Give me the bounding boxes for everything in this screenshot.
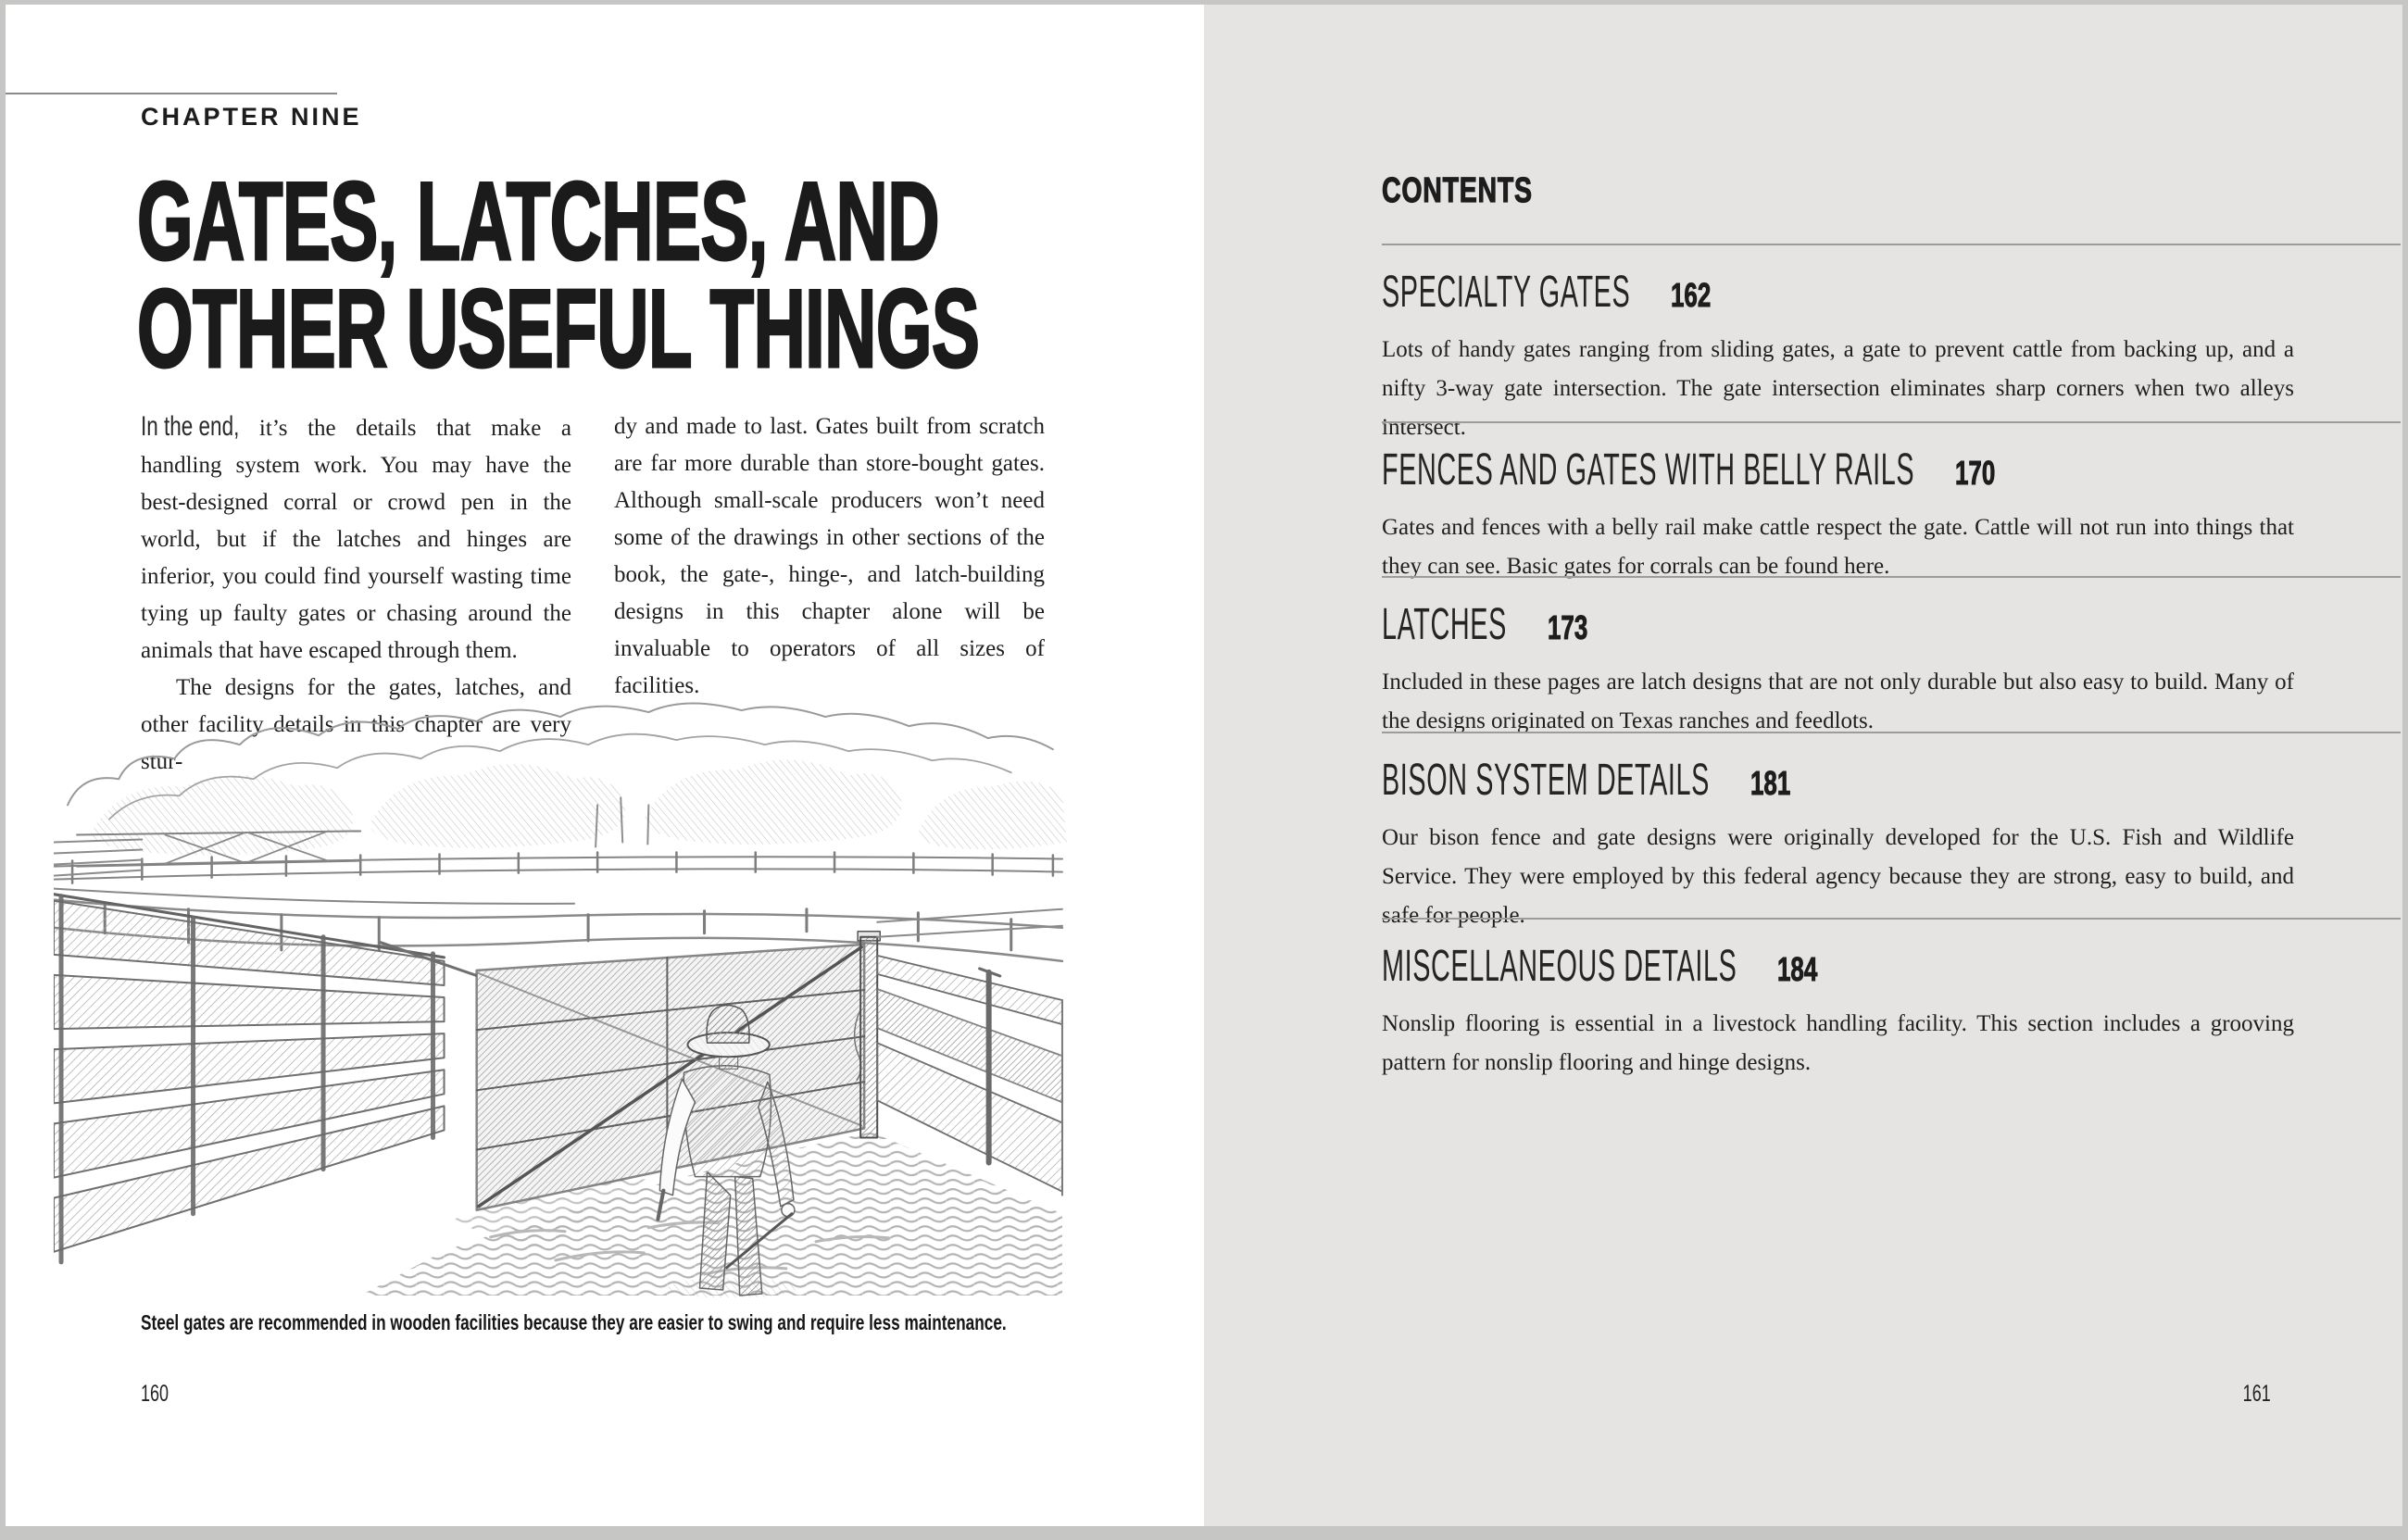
toc-entry-title: MISCELLANEOUS DETAILS (1382, 942, 1737, 991)
toc-entry-page: 181 (1750, 764, 1791, 802)
lede: In the end, (141, 411, 240, 442)
chapter-kicker: CHAPTER NINE (141, 103, 362, 131)
toc-entry-specialty-gates (1382, 244, 2401, 447)
illustration-caption: Steel gates are recommended in wooden facilities because they are easier to swing and require less maintenance. (141, 1310, 1007, 1334)
paragraph-1-text: it’s the details that make a handling system work. You may have the best-designed corral or crowd pen in the world, but if the latches and hinges are inferior, you could find yourself wasting time tying up faulty gates or chasing around the animals that have escaped through them. (141, 416, 571, 663)
toc-entry-bison-system (1382, 732, 2401, 935)
corral-illustration (54, 694, 1076, 1297)
toc-entry-title: FENCES AND GATES WITH BELLY RAILS (1382, 445, 1915, 495)
page-number-left: 160 (141, 1381, 169, 1407)
toc-entry-page: 184 (1777, 950, 1818, 988)
toc-entry-latches (1382, 576, 2401, 741)
toc-entry-page: 170 (1954, 454, 1996, 492)
chapter-rule (6, 93, 337, 94)
page-number-right: 161 (2242, 1381, 2271, 1407)
toc-entry-page: 162 (1671, 276, 1712, 314)
toc-entry-description: Nonslip flooring is essential in a livestock handling facility. This section includes a grooving pattern for nonslip flooring and hinge designs. (1382, 1011, 2294, 1075)
paragraph-2-column-1: The designs for the gates, latches, and other facility details in this chapter are very stur- (141, 675, 571, 774)
title-line-2: OTHER USEFUL THINGS (137, 267, 980, 391)
chapter-title (137, 159, 980, 391)
book-spread (6, 5, 2402, 1526)
toc-entry-heading (1382, 757, 2401, 805)
toc-entry-page: 173 (1547, 608, 1588, 646)
toc-entry-description: Lots of handy gates ranging from sliding gates, a gate to prevent cattle from backing up, and a nifty 3-way gate intersection. The gate intersection eliminates sharp corners when two alleys intersect. (1382, 337, 2294, 440)
toc-entry-description: Included in these pages are latch designs that are not only durable but also easy to build. Many of the designs originated on Texas ranches and feedlots. (1382, 670, 2294, 733)
toc-entry-heading (1382, 601, 2401, 649)
paragraph-1 (141, 408, 571, 670)
contents-title: CONTENTS (1382, 171, 1533, 210)
toc-entry-heading (1382, 943, 2401, 991)
toc-entry-title: SPECIALTY GATES (1382, 268, 1631, 317)
paragraph-2-column-2: dy and made to last. Gates built from scratch are far more durable than store-bought gates. Although small-scale producers won’t need some of the drawings in other sections of the book, the gate-, hinge-, and latch-building designs in this chapter alone will be invaluable to operators of all sizes of facilities. (614, 414, 1045, 698)
title-line-1: GATES, LATCHES, AND (137, 159, 939, 283)
toc-entry-title: BISON SYSTEM DETAILS (1382, 756, 1710, 805)
toc-entry-description: Gates and fences with a belly rail make cattle respect the gate. Cattle will not run into things that they can see. Basic gates for corrals can be found here. (1382, 515, 2294, 579)
toc-entry-belly-rails (1382, 421, 2401, 586)
toc-entry-miscellaneous (1382, 918, 2401, 1083)
toc-entry-description: Our bison fence and gate designs were originally developed for the U.S. Fish and Wildlife Service. They were employed by this federal agency because they are strong, easy to build, and safe for people. (1382, 825, 2294, 928)
toc-entry-heading (1382, 269, 2401, 317)
toc-entry-title: LATCHES (1382, 600, 1507, 649)
toc-entry-heading (1382, 446, 2401, 495)
